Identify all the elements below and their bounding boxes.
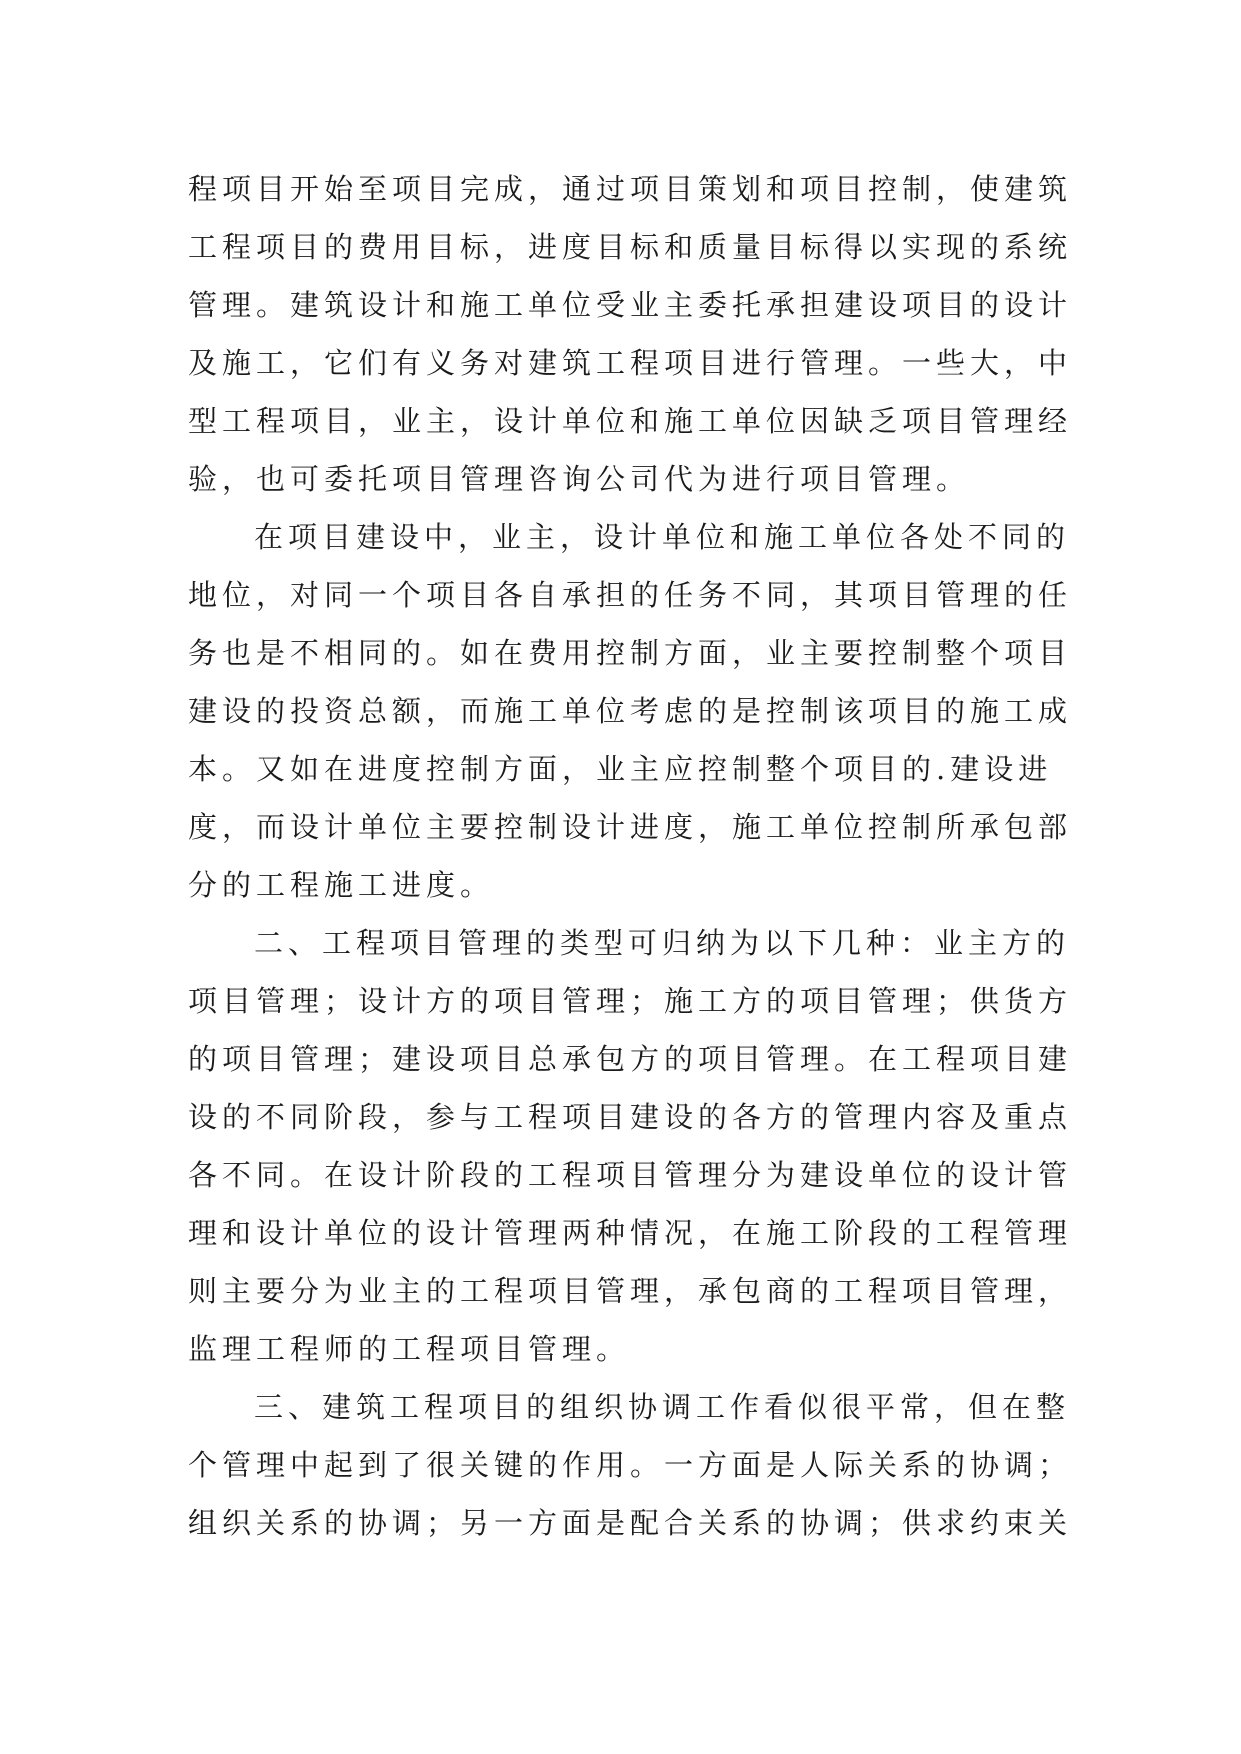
text-line: 型工程项目，业主，设计单位和施工单位因缺乏项目管理经 <box>188 404 1073 438</box>
paragraph-1 <box>188 160 1073 508</box>
text-line: 及施工，它们有义务对建筑工程项目进行管理。一些大，中 <box>188 346 1073 380</box>
text-line: 各不同。在设计阶段的工程项目管理分为建设单位的设计管 <box>188 1158 1073 1192</box>
paragraph-2 <box>188 508 1073 914</box>
document-body <box>188 160 1073 1552</box>
text-line: 地位，对同一个项目各自承担的任务不同，其项目管理的任 <box>188 578 1073 612</box>
text-line: 分的工程施工进度。 <box>188 868 495 902</box>
text-line: 管理。建筑设计和施工单位受业主委托承担建设项目的设计 <box>188 288 1073 322</box>
text-line: 设的不同阶段，参与工程项目建设的各方的管理内容及重点 <box>188 1100 1073 1134</box>
text-line: 则主要分为业主的工程项目管理，承包商的工程项目管理， <box>188 1274 1073 1308</box>
text-line-first: 在项目建设中，业主，设计单位和施工单位各处不同的 <box>254 520 1071 554</box>
text-line-first: 三、建筑工程项目的组织协调工作看似很平常，但在整 <box>254 1390 1071 1424</box>
text-line: 务也是不相同的。如在费用控制方面，业主要控制整个项目 <box>188 636 1073 670</box>
text-line-first: 二、工程项目管理的类型可归纳为以下几种：业主方的 <box>254 926 1071 960</box>
paragraph-3 <box>188 914 1073 1378</box>
text-line: 监理工程师的工程项目管理。 <box>188 1332 631 1366</box>
text-line: 工程项目的费用目标，进度目标和质量目标得以实现的系统 <box>188 230 1073 264</box>
text-line: 组织关系的协调；另一方面是配合关系的协调；供求约束关 <box>188 1506 1073 1540</box>
text-line: 理和设计单位的设计管理两种情况，在施工阶段的工程管理 <box>188 1216 1073 1250</box>
text-line: 个管理中起到了很关键的作用。一方面是人际关系的协调； <box>188 1448 1073 1482</box>
text-line: 的项目管理；建设项目总承包方的项目管理。在工程项目建 <box>188 1042 1073 1076</box>
text-line: 建设的投资总额，而施工单位考虑的是控制该项目的施工成 <box>188 694 1073 728</box>
text-line: 本。又如在进度控制方面，业主应控制整个项目的.建设进 <box>188 752 1053 786</box>
text-line: 程项目开始至项目完成，通过项目策划和项目控制，使建筑 <box>188 172 1073 206</box>
paragraph-4 <box>188 1378 1073 1552</box>
text-line: 度，而设计单位主要控制设计进度，施工单位控制所承包部 <box>188 810 1073 844</box>
text-line: 验，也可委托项目管理咨询公司代为进行项目管理。 <box>188 462 971 496</box>
text-line: 项目管理；设计方的项目管理；施工方的项目管理；供货方 <box>188 984 1073 1018</box>
